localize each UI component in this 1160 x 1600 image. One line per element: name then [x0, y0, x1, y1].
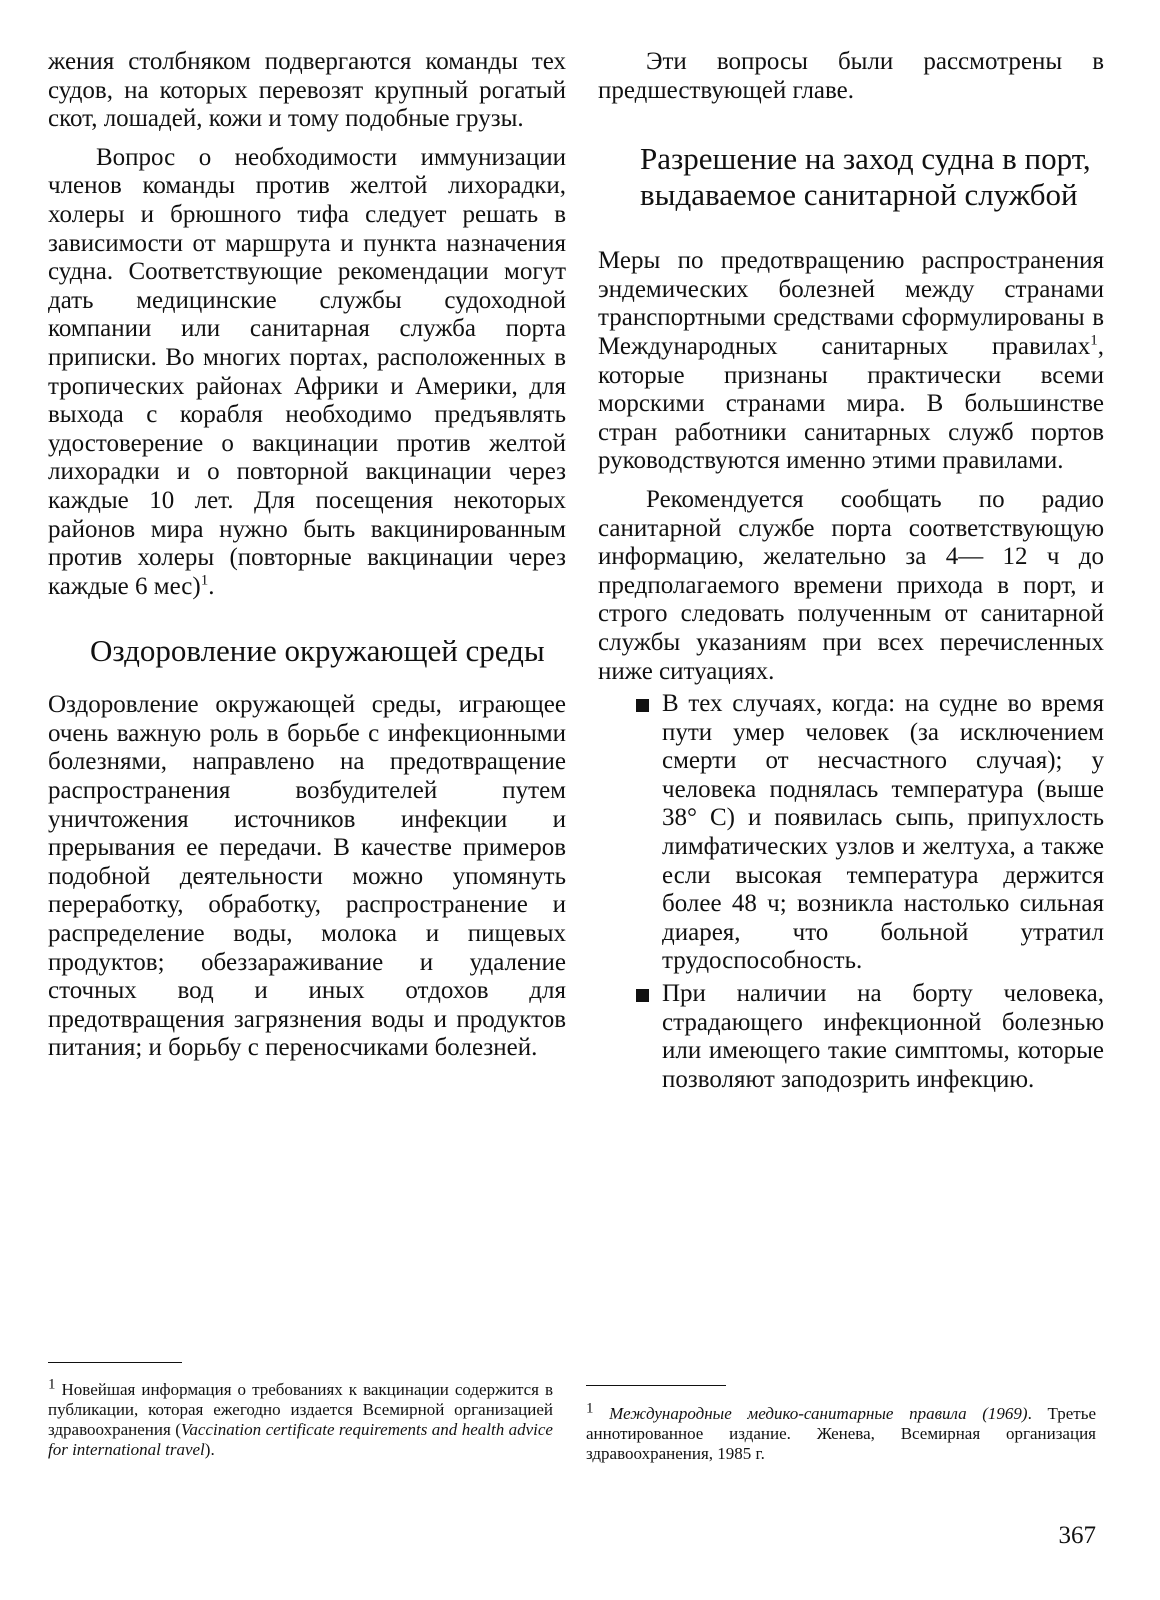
paragraph-environment: Оздоровление окружающей среды, играющее очень важную роль в борьбе с инфекционными болезнями, направлено на предотвращение распространения возбудителей путем уничтожения источников инфекции и прерывания ее передачи. В качестве примеров подобной деятельности можно упомянуть переработку, обработку, распространение и распределение воды, молока и пищевых продуктов; обеззараживание и удаление сточных вод и иных отдохов для предотвращения загрязнения воды и продуктов питания; и борьбу с переносчиками болезней.: [48, 691, 566, 1062]
footnote-right: [586, 1400, 1096, 1464]
bullet-list: [598, 690, 1104, 1094]
list-item: [662, 690, 1104, 976]
section-heading-environment: Оздоровление окружающей среды: [90, 633, 545, 669]
footnote-title: Международные медико-санитарные правила (1969): [609, 1404, 1028, 1423]
footnote-end: ).: [204, 1440, 215, 1459]
footnote-ref: 1: [200, 572, 209, 589]
left-column: [48, 48, 566, 1063]
footnote-mark: 1: [48, 1376, 56, 1393]
paragraph-previous-chapter: Эти вопросы были рассмотрены в предшествующей главе.: [598, 48, 1104, 104]
paragraph-regulations-rest: , которые признаны практически всеми морскими странами мира. В большинстве стран работники санитарных служб портов руководствуются именно этими правилами.: [598, 332, 1104, 475]
footnote-mark: 1: [586, 1400, 594, 1417]
paragraph-immunization: [48, 144, 566, 602]
footnote-title: Vaccination certificate requirements and health advice for international travel: [48, 1420, 553, 1459]
footnote-left: [48, 1376, 553, 1460]
square-bullet-icon: [636, 699, 649, 712]
list-item-text: При наличии на борту человека, страдающего инфекционной болезнью или имеющего такие симптомы, которые позволяют заподозрить инфекцию.: [662, 980, 1104, 1093]
paragraph-regulations: [598, 247, 1104, 476]
page-number: 367: [1058, 1522, 1096, 1549]
footnote-text: . Третье аннотированное издание. Женева, Всемирная организация здравоохранения, 1985 г.: [586, 1404, 1096, 1463]
footnote-divider: [48, 1362, 182, 1363]
paragraph-continued: жения столбняком подвергаются команды тех судов, на которых перевозят крупный рогатый скот, лошадей, кожи и тому подобные грузы.: [48, 48, 566, 133]
footnote-ref: 1: [1090, 332, 1098, 349]
paragraph-radio: Рекомендуется сообщать по радио санитарной службе порта соответствующую информацию, желательно за 4— 12 ч до предполагаемого времени прихода в порт, и строго следовать полученным от санитарной службы указаниям при всех перечисленных ниже ситуациях.: [598, 485, 1104, 685]
paragraph-regulations-text: Меры по предотвращению распространения эндемических болезней между странами транспортными средствами сформулированы в Международных санитарных правилах: [598, 247, 1104, 360]
paragraph-immunization-end: .: [208, 572, 215, 600]
footnote-text: Новейшая информация о требованиях к вакцинации содержится в публикации, которая ежегодно издается Всемирной организацией здравоохранения (: [48, 1380, 553, 1439]
section-heading-port-permit: Разрешение на заход судна в порт, выдаваемое санитарной службой: [640, 141, 1091, 213]
right-column: [598, 48, 1104, 1098]
list-item-text: В тех случаях, когда: на судне во время пути умер человек (за исключением смерти от несчастного случая); у человека поднялась температура (выше 38° С) и появилась сыпь, припухлость лимфатических узлов и желтуха, а также если высокая температура держится более 48 ч; возникла настолько сильная диарея, что больной утратил трудоспособность.: [662, 690, 1104, 975]
footnote-divider: [586, 1385, 726, 1386]
list-item: [662, 980, 1104, 1094]
paragraph-immunization-text: Вопрос о необходимости иммунизации членов команды против желтой лихорадки, холеры и брюшного тифа следует решать в зависимости от маршрута и пункта назначения судна. Соответствующие рекомендации могут дать медицинские службы судоходной компании или санитарная служба порта приписки. Во многих портах, расположенных в тропических районах Африки и Америки, для выхода с корабля необходимо предъявлять удостоверение о вакцинации против желтой лихорадки и о повторной вакцинации через каждые 10 лет. Для посещения некоторых районов мира нужно быть вакцинированным против холеры (повторные вакцинации через каждые 6 мес): [48, 143, 566, 600]
square-bullet-icon: [636, 989, 649, 1002]
